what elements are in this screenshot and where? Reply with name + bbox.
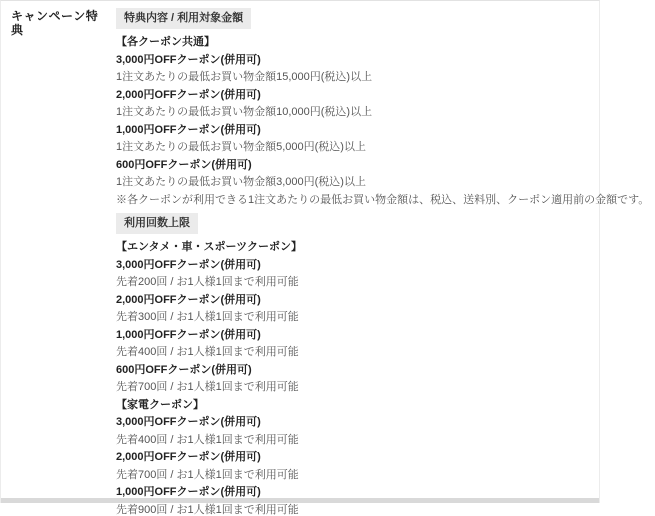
coupon-title: 3,000円OFFクーポン(併用可) [116,416,649,429]
row-label: キャンペーン特典 [11,9,109,37]
section-header-benefit-amount: 特典内容 / 利用対象金額 [116,8,251,29]
coupon-title: 1,000円OFFクーポン(併用可) [116,486,649,499]
coupon-title: 600円OFFクーポン(併用可) [116,159,649,172]
coupon-desc: 1注文あたりの最低お買い物金額5,000円(税込)以上 [116,141,649,154]
group-title-home-appliance: 【家電クーポン】 [116,399,649,412]
row-label-cell [1,1,109,503]
group-title-entertainment-car-sports: 【エンタメ・車・スポーツクーポン】 [116,241,649,254]
coupon-desc: 1注文あたりの最低お買い物金額15,000円(税込)以上 [116,71,649,84]
next-row-divider [1,498,599,503]
coupon-desc: 先着200回 / お1人様1回まで利用可能 [116,276,649,289]
coupon-title: 3,000円OFFクーポン(併用可) [116,259,649,272]
coupon-title: 2,000円OFFクーポン(併用可) [116,451,649,464]
coupon-desc: 先着400回 / お1人様1回まで利用可能 [116,434,649,447]
coupon-title: 3,000円OFFクーポン(併用可) [116,54,649,67]
coupon-desc: 先着900回 / お1人様1回まで利用可能 [116,504,649,516]
coupon-desc: 先着700回 / お1人様1回まで利用可能 [116,469,649,482]
coupon-title: 1,000円OFFクーポン(併用可) [116,124,649,137]
coupon-title: 600円OFFクーポン(併用可) [116,364,649,377]
group-title-common-coupons: 【各クーポン共通】 [116,36,649,49]
section-header-usage-limit: 利用回数上限 [116,213,198,234]
coupon-title: 2,000円OFFクーポン(併用可) [116,294,649,307]
minimum-amount-note: ※各クーポンが利用できる1注文あたりの最低お買い物金額は、税込、送料別、クーポン適用前の金額です。 [116,194,649,207]
coupon-title: 1,000円OFFクーポン(併用可) [116,329,649,342]
coupon-desc: 先着300回 / お1人様1回まで利用可能 [116,311,649,324]
coupon-desc: 1注文あたりの最低お買い物金額3,000円(税込)以上 [116,176,649,189]
row-content-cell [109,1,655,503]
coupon-desc: 先着400回 / お1人様1回まで利用可能 [116,346,649,359]
coupon-desc: 1注文あたりの最低お買い物金額10,000円(税込)以上 [116,106,649,119]
coupon-desc: 先着700回 / お1人様1回まで利用可能 [116,381,649,394]
coupon-title: 2,000円OFFクーポン(併用可) [116,89,649,102]
